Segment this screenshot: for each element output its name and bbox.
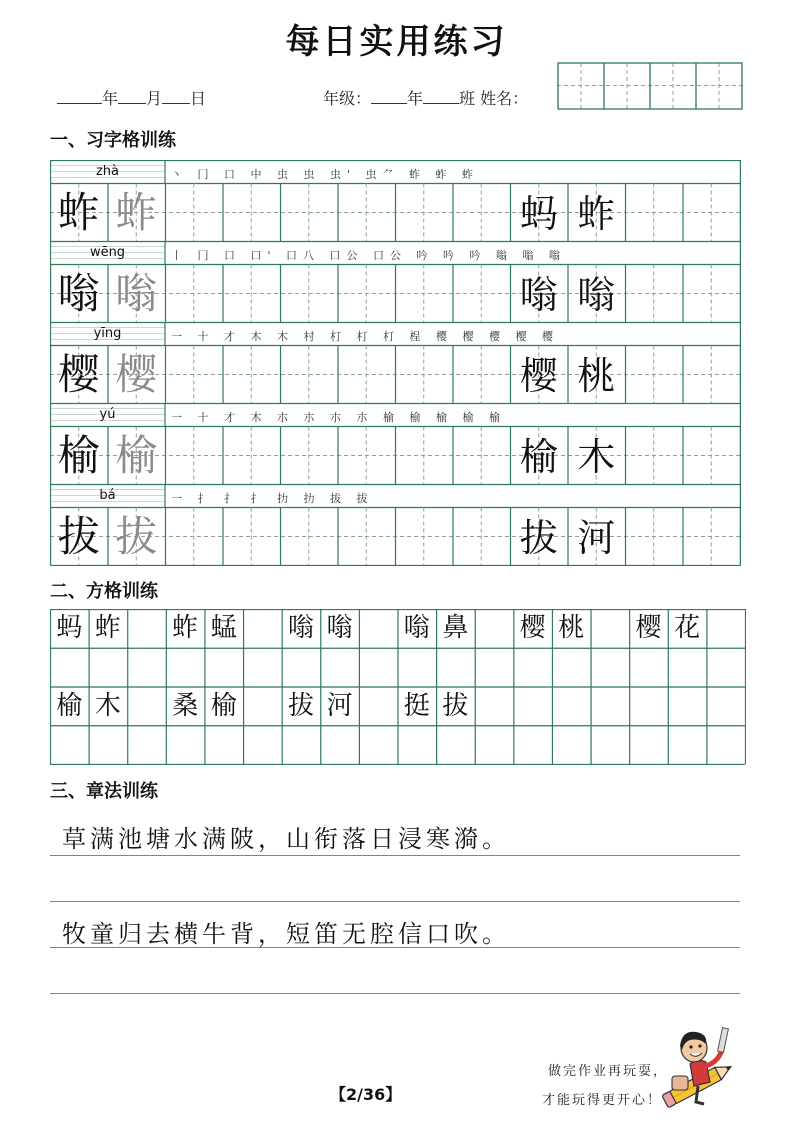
grid-cell[interactable]: [166, 725, 205, 764]
grid-character: 蚂: [56, 613, 83, 643]
writing-cell[interactable]: [395, 184, 453, 242]
class-label: 班: [459, 89, 476, 108]
section-1-title: 一、习字格训练: [50, 130, 176, 151]
writing-cell[interactable]: [280, 346, 338, 404]
trace-character: 蚱: [115, 187, 158, 237]
writing-line-2[interactable]: [50, 901, 740, 902]
grid-character: 榆: [56, 690, 83, 721]
month-blank[interactable]: [118, 89, 146, 104]
writing-cell[interactable]: [223, 265, 281, 323]
writing-cell[interactable]: [338, 427, 396, 485]
writing-cell[interactable]: [338, 184, 396, 242]
writing-cell[interactable]: [625, 427, 683, 485]
poem-line-2: 牧童归去横牛背，短笛无腔信口吹。: [62, 920, 510, 948]
year-blank[interactable]: [57, 89, 102, 104]
grid-character: 挺: [403, 690, 430, 721]
grade-class-field: [323, 86, 528, 109]
grid-cell[interactable]: [359, 648, 398, 687]
writing-line-4[interactable]: [50, 993, 740, 994]
date-field: [57, 86, 206, 109]
grid-character: 蚱: [172, 613, 199, 643]
name-input-grid[interactable]: [557, 62, 745, 111]
grid-character: 桑: [172, 690, 199, 721]
section-3-title: 三、章法训练: [50, 781, 158, 802]
writing-cell[interactable]: [625, 265, 683, 323]
writing-cell[interactable]: [280, 265, 338, 323]
writing-cell[interactable]: [223, 184, 281, 242]
grid-cell[interactable]: [668, 725, 707, 764]
grid-cell[interactable]: [629, 648, 668, 687]
writing-cell[interactable]: [280, 184, 338, 242]
writing-cell[interactable]: [625, 184, 683, 242]
writing-cell[interactable]: [338, 346, 396, 404]
grid-cell[interactable]: [204, 648, 243, 687]
writing-cell[interactable]: [395, 346, 453, 404]
word-character: 蚂: [519, 191, 558, 236]
writing-cell[interactable]: [165, 265, 223, 323]
grid-cell[interactable]: [127, 687, 166, 726]
word-character: 嗡: [577, 272, 616, 317]
writing-cell[interactable]: [223, 346, 281, 404]
page-number: 【2/36】: [330, 1085, 402, 1104]
class-blank[interactable]: [423, 89, 459, 104]
motto-line-2: 才能玩得更开心！: [542, 1093, 663, 1108]
grid-cell[interactable]: [591, 648, 630, 687]
writing-cell[interactable]: [395, 265, 453, 323]
page-title: 每日实用练习: [285, 22, 508, 62]
pinyin-label: yīng: [93, 325, 122, 341]
grid-cell[interactable]: [706, 609, 745, 648]
stroke-order: 一 十 才 木 朩 朩 朩 朩 榆 榆 榆 榆 榆: [171, 410, 506, 424]
grid-cell[interactable]: [475, 648, 514, 687]
writing-cell[interactable]: [453, 508, 511, 566]
grid-cell[interactable]: [552, 687, 591, 726]
grid-character: 嗡: [287, 613, 314, 643]
writing-cell[interactable]: [453, 346, 511, 404]
grid-cell[interactable]: [513, 725, 552, 764]
grid-cell[interactable]: [591, 725, 630, 764]
grid-cell[interactable]: [475, 725, 514, 764]
writing-cell[interactable]: [165, 508, 223, 566]
writing-cell[interactable]: [338, 508, 396, 566]
word-character: 拔: [519, 515, 558, 560]
writing-cell[interactable]: [683, 427, 741, 485]
grade-year-label: 年: [407, 89, 424, 108]
grid-cell[interactable]: [127, 609, 166, 648]
grid-cell[interactable]: [243, 687, 282, 726]
grid-cell[interactable]: [320, 725, 359, 764]
grid-cell[interactable]: [513, 648, 552, 687]
trace-character: 拔: [115, 511, 158, 561]
word-character: 榆: [519, 434, 558, 479]
grid-character: 桃: [558, 613, 585, 643]
grid-character: 嗡: [403, 613, 430, 643]
writing-cell[interactable]: [683, 346, 741, 404]
writing-cell[interactable]: [453, 427, 511, 485]
grid-cell[interactable]: [552, 725, 591, 764]
grid-character: 樱: [635, 613, 662, 643]
grid-cell[interactable]: [204, 725, 243, 764]
grid-character: 拔: [287, 690, 314, 721]
grid-cell[interactable]: [243, 609, 282, 648]
model-character: 蚱: [57, 187, 100, 237]
model-character: 樱: [57, 349, 100, 399]
grid-cell[interactable]: [513, 687, 552, 726]
grid-cell[interactable]: [475, 609, 514, 648]
writing-cell[interactable]: [280, 508, 338, 566]
grid-cell[interactable]: [668, 648, 707, 687]
grid-character: 榆: [210, 690, 237, 721]
grid-character: 樱: [519, 613, 546, 643]
grid-character: 木: [94, 690, 121, 721]
boy-on-pencil-icon: [660, 1022, 740, 1114]
writing-cell[interactable]: [165, 346, 223, 404]
grid-character: 嗡: [326, 613, 353, 643]
character-practice-grid: [50, 160, 741, 566]
writing-cell[interactable]: [395, 427, 453, 485]
grid-cell[interactable]: [127, 725, 166, 764]
model-character: 榆: [57, 430, 100, 480]
grid-cell[interactable]: [359, 687, 398, 726]
grid-cell[interactable]: [89, 648, 128, 687]
grid-cell[interactable]: [243, 725, 282, 764]
writing-cell[interactable]: [625, 508, 683, 566]
writing-cell[interactable]: [338, 265, 396, 323]
writing-cell[interactable]: [223, 427, 281, 485]
grid-cell[interactable]: [591, 687, 630, 726]
writing-cell[interactable]: [683, 184, 741, 242]
writing-cell[interactable]: [625, 346, 683, 404]
writing-cell[interactable]: [165, 184, 223, 242]
grid-cell[interactable]: [629, 687, 668, 726]
grid-cell[interactable]: [475, 687, 514, 726]
day-label: 日: [190, 89, 207, 108]
motto-line-1: 做完作业再玩耍，: [548, 1064, 669, 1079]
writing-cell[interactable]: [453, 184, 511, 242]
word-character: 河: [577, 515, 616, 560]
stroke-order: 一 十 才 木 木 村 朾 朾 朾 桯 樱 樱 樱 樱 樱: [171, 329, 559, 343]
grid-cell[interactable]: [89, 725, 128, 764]
writing-cell[interactable]: [165, 427, 223, 485]
word-character: 蚱: [577, 191, 616, 236]
stroke-order: 一 扌 扌 扌 扐 扐 拔 拔: [171, 491, 374, 505]
writing-cell[interactable]: [223, 508, 281, 566]
writing-cell[interactable]: [683, 508, 741, 566]
writing-line-1[interactable]: [50, 855, 740, 856]
year-label: 年: [102, 89, 119, 108]
grid-cell[interactable]: [50, 648, 89, 687]
section-2-title: 二、方格训练: [50, 581, 158, 602]
day-blank[interactable]: [162, 89, 190, 104]
word-character: 桃: [577, 353, 616, 398]
writing-cell[interactable]: [453, 265, 511, 323]
word-character: 嗡: [519, 272, 558, 317]
grade-label: 年级：: [323, 89, 372, 108]
word-character: 樱: [519, 353, 558, 398]
month-label: 月: [146, 89, 163, 108]
grid-cell[interactable]: [359, 609, 398, 648]
poem-line-1: 草满池塘水满陂，山衔落日浸寒漪。: [62, 825, 510, 853]
grid-cell[interactable]: [282, 725, 321, 764]
trace-character: 樱: [115, 349, 158, 399]
grid-character: 蚱: [94, 613, 121, 643]
grid-cell[interactable]: [166, 648, 205, 687]
grid-character: 河: [326, 690, 353, 721]
trace-character: 嗡: [115, 268, 158, 318]
grid-cell[interactable]: [398, 725, 437, 764]
word-character: 木: [577, 434, 616, 479]
grid-cell[interactable]: [436, 725, 475, 764]
grid-cell[interactable]: [359, 725, 398, 764]
grid-cell[interactable]: [706, 725, 745, 764]
square-grid: [50, 609, 746, 765]
pinyin-label: yú: [99, 406, 116, 422]
writing-cell[interactable]: [280, 427, 338, 485]
stroke-order: 丶 ⼌ 口 中 虫 虫 虫' 虫⺈ 蚱 蚱 蚱: [171, 167, 479, 181]
grid-character: 蜢: [210, 613, 237, 643]
grid-cell[interactable]: [127, 648, 166, 687]
grid-cell[interactable]: [706, 648, 745, 687]
pinyin-label: zhà: [95, 163, 120, 179]
grid-cell[interactable]: [591, 609, 630, 648]
name-label: 姓名：: [480, 89, 529, 108]
grid-cell[interactable]: [320, 648, 359, 687]
grid-character: 花: [674, 613, 701, 643]
grid-cell[interactable]: [398, 648, 437, 687]
grid-cell[interactable]: [706, 687, 745, 726]
grid-cell[interactable]: [629, 725, 668, 764]
writing-cell[interactable]: [395, 508, 453, 566]
writing-line-3[interactable]: [50, 947, 740, 948]
model-character: 拔: [57, 511, 100, 561]
trace-character: 榆: [115, 430, 158, 480]
grid-cell[interactable]: [50, 725, 89, 764]
grid-cell[interactable]: [282, 648, 321, 687]
grid-character: 鼻: [442, 613, 469, 643]
grid-character: 拔: [442, 690, 469, 721]
grid-cell[interactable]: [243, 648, 282, 687]
grid-cell[interactable]: [668, 687, 707, 726]
model-character: 嗡: [57, 268, 100, 318]
stroke-order: 丨 ⼌ 口 口' 口八 口公 口公 吟 吟 吟 嗡 嗡 嗡: [171, 248, 566, 262]
grade-blank[interactable]: [371, 89, 407, 104]
writing-cell[interactable]: [683, 265, 741, 323]
pinyin-label: wēng: [89, 244, 126, 260]
pinyin-label: bá: [99, 487, 116, 503]
grid-cell[interactable]: [552, 648, 591, 687]
grid-cell[interactable]: [436, 648, 475, 687]
